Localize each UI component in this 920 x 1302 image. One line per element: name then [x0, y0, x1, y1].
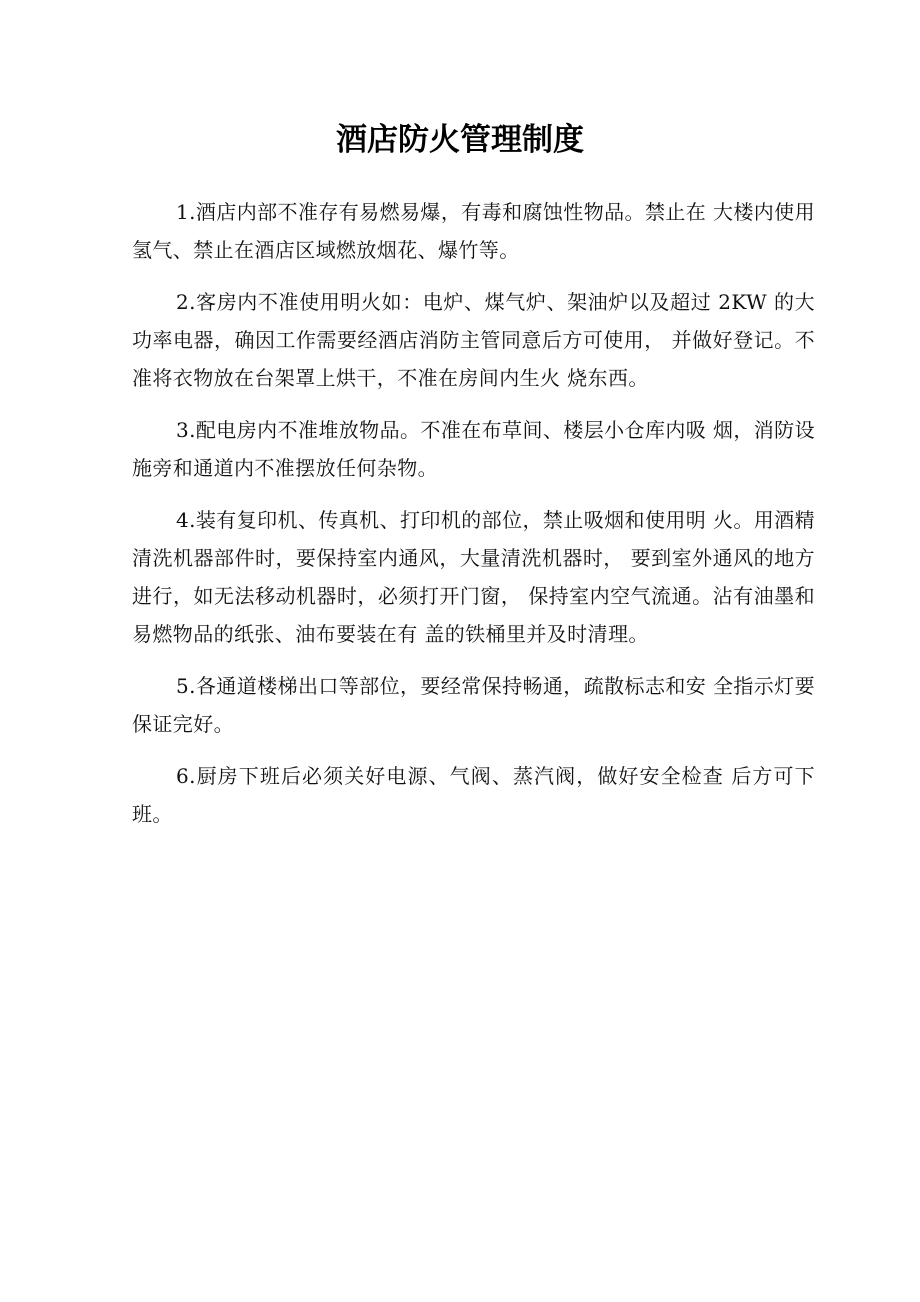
- clause-4: 4.装有复印机、传真机、打印机的部位，禁止吸烟和使用明 火。用酒精清洗机器部件时，要保持室内通风，大量清洗机器时， 要到室外通风的地方进行，如无法移动机器时，必须打开门窗， 保持室内空气流通。沾有油墨和易燃物品的纸张、油布要装在有 盖的铁桶里并及时清理。: [132, 508, 815, 646]
- clause-6: 6.厨房下班后必须关好电源、气阀、蒸汽阀，做好安全检查 后方可下班。: [132, 764, 815, 826]
- clause-3: 3.配电房内不准堆放物品。不准在布草间、楼层小仓库内吸 烟，消防设施旁和通道内不准摆放任何杂物。: [132, 418, 815, 480]
- document-body: [132, 193, 815, 847]
- clause-2: 2.客房内不准使用明火如：电炉、煤气炉、架油炉以及超过 2KW 的大功率电器，确因工作需要经酒店消防主管同意后方可使用， 并做好登记。不准将衣物放在台架罩上烘干，不准在房间内生火 烧东西。: [132, 290, 815, 390]
- document-title: 酒店防火管理制度: [336, 122, 584, 158]
- clause-5: 5.各通道楼梯出口等部位，要经常保持畅通，疏散标志和安 全指示灯要保证完好。: [132, 674, 815, 736]
- clause-1: 1.酒店内部不准存有易燃易爆，有毒和腐蚀性物品。禁止在 大楼内使用氢气、禁止在酒店区域燃放烟花、爆竹等。: [132, 200, 815, 262]
